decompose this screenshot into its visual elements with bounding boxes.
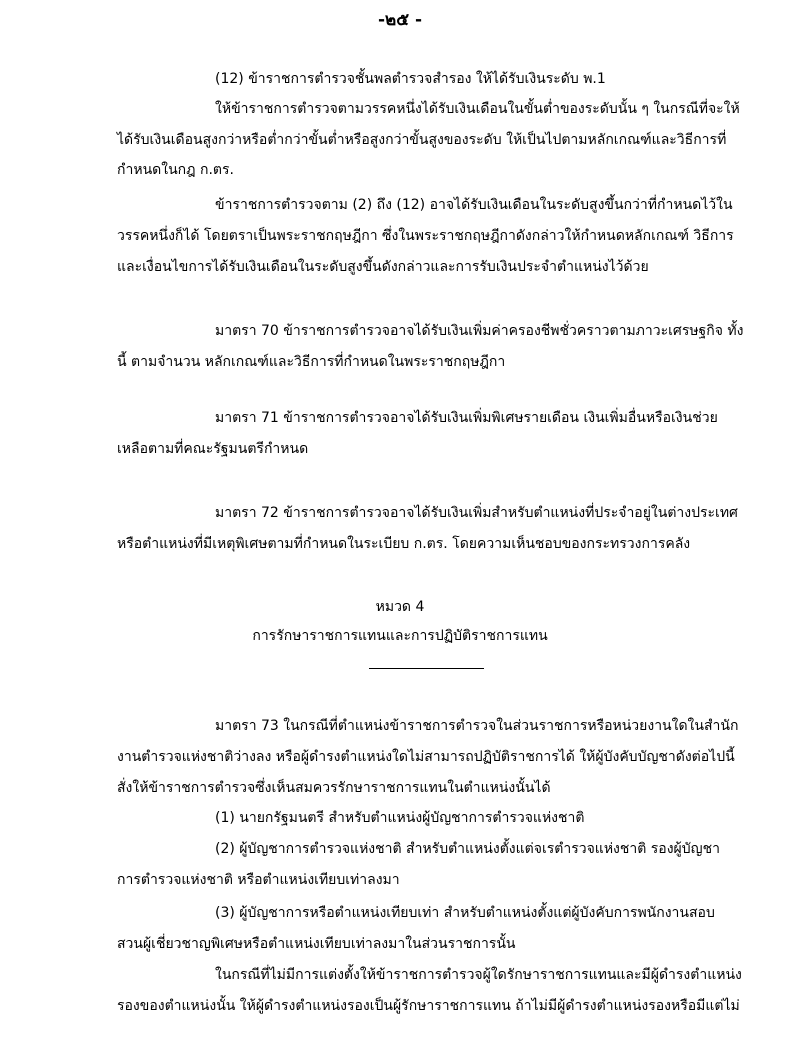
section-71-line-1: มาตรา 71 ข้าราชการตำรวจอาจได้รับเงินเพิ่มพิเศษรายเดือน เงินเพิ่มอื่นหรือเงินช่วย [215,410,718,426]
section-73-item-2-line-2: การตำรวจแห่งชาติ หรือตำแหน่งเทียบเท่าลงมา [117,872,400,888]
para-2-line-2: วรรคหนึ่งก็ได้ โดยตราเป็นพระราชกฤษฎีกา ซึ่งในพระราชกฤษฎีกาดังกล่าวให้กำหนดหลักเกณฑ์ วิธีการ [117,228,734,244]
section-73-final-line-1: ในกรณีที่ไม่มีการแต่งตั้งให้ข้าราชการตำรวจผู้ใดรักษาราชการแทนและมีผู้ดำรงตำแหน่ง [215,967,742,983]
heading-divider [369,668,484,669]
chapter-title: การรักษาราชการแทนและการปฏิบัติราชการแทน [252,628,548,644]
page-number: -๒๕ - [377,10,423,30]
item-12-line: (12) ข้าราชการตำรวจชั้นพลตำรวจสำรอง ให้ได้รับเงินระดับ พ.1 [215,71,606,87]
section-73-item-1: (1) นายกรัฐมนตรี สำหรับตำแหน่งผู้บัญชาการตำรวจแห่งชาติ [215,810,585,826]
para-1-line-3: กำหนดในกฎ ก.ตร. [117,162,234,178]
section-73-final-line-2: รองของตำแหน่งนั้น ให้ผู้ดำรงตำแหน่งรองเป็นผู้รักษาราชการแทน ถ้าไม่มีผู้ดำรงตำแหน่งรองหรือมีแต่ไม่ [117,998,740,1014]
section-73-line-2: งานตำรวจแห่งชาติว่างลง หรือผู้ดำรงตำแหน่งใดไม่สามารถปฏิบัติราชการได้ ให้ผู้บังคับบัญชาดังต่อไปนี้ [117,749,735,765]
section-71-line-2: เหลือตามที่คณะรัฐมนตรีกำหนด [117,441,309,457]
chapter-number: หมวด 4 [375,599,425,615]
para-2-line-1: ข้าราชการตำรวจตาม (2) ถึง (12) อาจได้รับเงินเดือนในระดับสูงขึ้นกว่าที่กำหนดไว้ใน [215,197,733,213]
section-72-line-2: หรือตำแหน่งที่มีเหตุพิเศษตามที่กำหนดในระเบียบ ก.ตร. โดยความเห็นชอบของกระทรวงการคลัง [117,536,691,552]
section-73-item-3-line-2: สวนผู้เชี่ยวชาญพิเศษหรือตำแหน่งเทียบเท่าลงมาในส่วนราชการนั้น [117,936,516,952]
para-1-line-1: ให้ข้าราชการตำรวจตามวรรคหนึ่งได้รับเงินเดือนในขั้นต่ำของระดับนั้น ๆ ในกรณีที่จะให้ [215,101,740,117]
section-73-line-1: มาตรา 73 ในกรณีที่ตำแหน่งข้าราชการตำรวจในส่วนราชการหรือหน่วยงานใดในสำนัก [215,718,739,734]
section-73-item-3-line-1: (3) ผู้บัญชาการหรือตำแหน่งเทียบเท่า สำหรับตำแหน่งตั้งแต่ผู้บังคับการพนักงานสอบ [215,905,715,921]
section-73-item-2-line-1: (2) ผู้บัญชาการตำรวจแห่งชาติ สำหรับตำแหน่งตั้งแต่จเรตำรวจแห่งชาติ รองผู้บัญชา [215,841,720,857]
section-73-line-3: สั่งให้ข้าราชการตำรวจซึ่งเห็นสมควรรักษาราชการแทนในตำแหน่งนั้นได้ [117,780,551,796]
para-2-line-3: และเงื่อนไขการได้รับเงินเดือนในระดับสูงขึ้นดังกล่าวและการรับเงินประจำตำแหน่งไว้ด้วย [117,259,649,275]
para-1-line-2: ได้รับเงินเดือนสูงกว่าหรือต่ำกว่าขั้นต่ำหรือสูงกว่าขั้นสูงของระดับ ให้เป็นไปตามหลักเกณฑ์และวิธีการที่ [117,132,727,148]
section-72-line-1: มาตรา 72 ข้าราชการตำรวจอาจได้รับเงินเพิ่มสำหรับตำแหน่งที่ประจำอยู่ในต่างประเทศ [215,505,738,521]
section-70-line-2: นี้ ตามจำนวน หลักเกณฑ์และวิธีการที่กำหนดในพระราชกฤษฎีกา [117,354,506,370]
section-70-line-1: มาตรา 70 ข้าราชการตำรวจอาจได้รับเงินเพิ่มค่าครองชีพชั่วคราวตามภาวะเศรษฐกิจ ทั้ง [215,323,744,339]
